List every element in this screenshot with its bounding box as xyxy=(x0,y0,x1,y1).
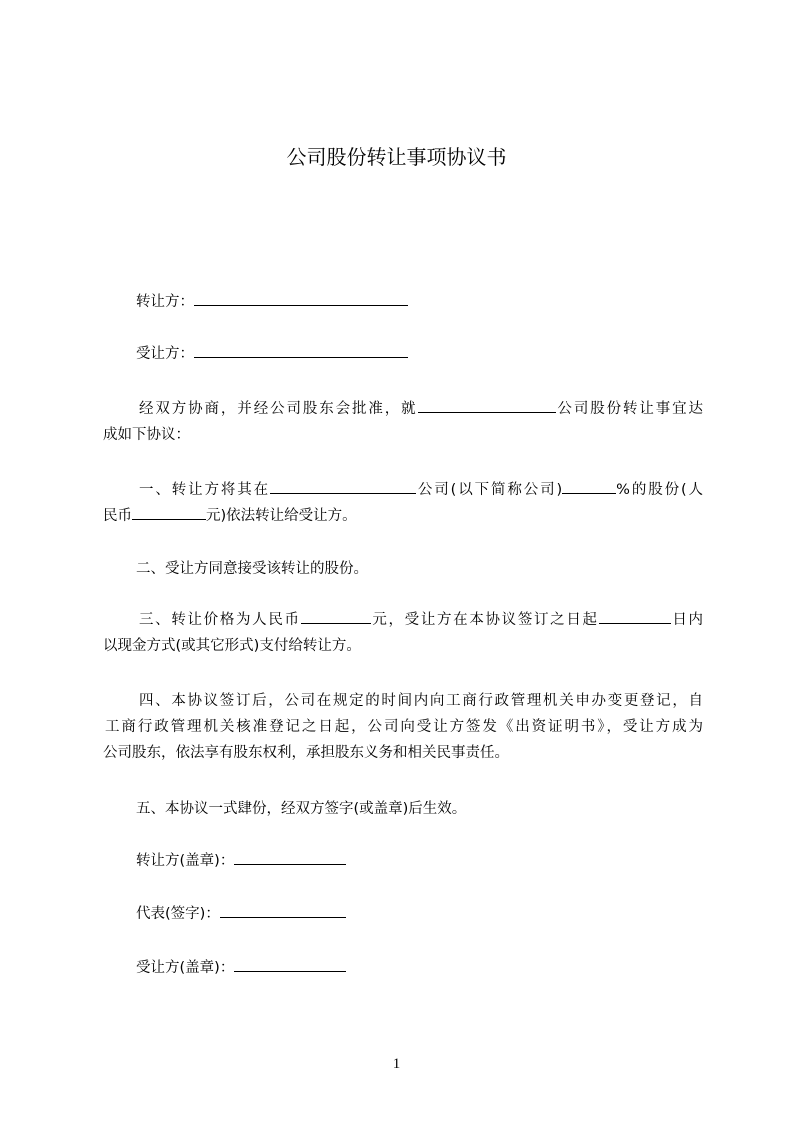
clause4-line-2: 工商行政管理机关核准登记之日起，公司向受让方签发《出资证明书》，受让方成为 xyxy=(105,719,703,735)
clause3-text-4: 以现金方式(或其它形式)支付给转让方。 xyxy=(103,638,361,654)
clause-2: 二、受让方同意接受该转让的股份。 xyxy=(136,561,368,577)
sign-representative-label: 代表(签字)： xyxy=(136,906,220,922)
clause1-text-4: 民币 xyxy=(103,508,132,524)
intro-text-1: 经双方协商，并经公司股东会批准，就 xyxy=(139,401,418,417)
sign-representative-blank xyxy=(220,904,346,918)
clause-5: 五、本协议一式肆份，经双方签字(或盖章)后生效。 xyxy=(136,801,467,817)
clause-3 xyxy=(103,607,703,659)
clause3-price-blank xyxy=(301,610,371,624)
sign-transferee-label: 受让方(盖章)： xyxy=(136,960,235,976)
sign-transferor-line xyxy=(103,848,736,874)
transferee-blank xyxy=(194,344,408,358)
clause3-text-3: 日内 xyxy=(670,612,704,628)
transferor-blank xyxy=(194,292,408,306)
transferor-line xyxy=(103,289,736,315)
company-name-blank xyxy=(418,399,556,413)
transferor-label: 转让方： xyxy=(136,294,194,310)
clause4-line-3: 公司股东，依法享有股东权利，承担股东义务和相关民事责任。 xyxy=(103,745,509,761)
clause4-line-1: 四、本协议签订后，公司在规定的时间内向工商行政管理机关申办变更登记，自 xyxy=(139,693,703,709)
sign-transferee-line xyxy=(103,955,736,981)
clause-1 xyxy=(103,477,703,529)
sign-transferor-label: 转让方(盖章)： xyxy=(136,853,235,869)
clause1-text-1: 一、转让方将其在 xyxy=(139,482,271,498)
clause3-days-blank xyxy=(599,610,671,624)
sign-transferor-blank xyxy=(234,851,346,865)
document-title: 公司股份转让事项协议书 xyxy=(286,145,507,169)
transferee-label: 受让方： xyxy=(136,346,194,362)
sign-transferee-blank xyxy=(234,958,346,972)
clause-4 xyxy=(103,688,703,766)
clause1-company-blank xyxy=(270,480,416,494)
clause1-percent-blank xyxy=(562,480,616,494)
clause1-text-3: %的股份(人 xyxy=(616,482,704,498)
intro-text-3: 成如下协议： xyxy=(103,427,190,443)
clause1-text-5: 元)依法转让给受让方。 xyxy=(206,508,357,524)
clause1-amount-blank xyxy=(132,506,206,520)
intro-text-2: 公司股份转让事宜达 xyxy=(555,401,704,417)
intro-paragraph xyxy=(103,396,703,448)
clause3-text-1: 三、转让价格为人民币 xyxy=(139,612,301,628)
clause3-text-2: 元，受让方在本协议签订之日起 xyxy=(370,612,599,628)
clause1-text-2: 公司(以下简称公司) xyxy=(416,482,563,498)
page-number: 1 xyxy=(392,1056,401,1072)
sign-representative-line xyxy=(103,901,736,927)
transferee-line xyxy=(103,341,736,367)
